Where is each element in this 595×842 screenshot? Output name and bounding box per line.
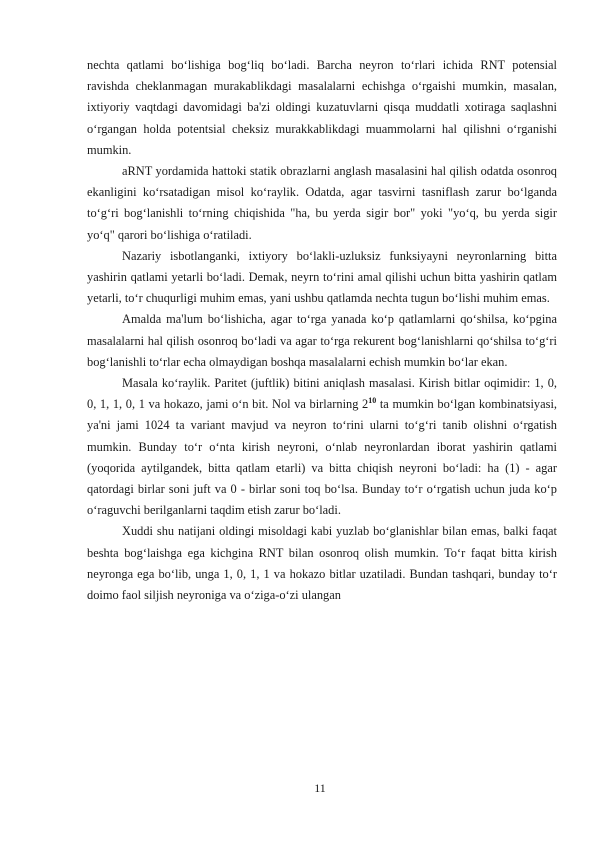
page-number: 11 (314, 781, 326, 795)
document-body (87, 55, 557, 606)
paragraph-2: aRNT yordamida hattoki statik obrazlarni anglash masalasini hal qilish odatda osonroq ekanligini ko‘rsatadigan misol ko‘raylik. Odatda, agar tasvirni tasniflash zarur bo‘lganda to‘g‘ri bog‘lanishli to‘rning chiqishida "ha, bu yerda sigir bor" yoki "yo‘q, bu yerda sigir yo‘q" qarori bo‘lishiga o‘ratiladi. (87, 164, 557, 242)
paragraph-5-text-before: Masala ko‘raylik. Paritet (juftlik) bitini aniqlash masalasi. Kirish bitlar oqimidir: 1, 0, 0, 1, 1, 0, 1 va hokazo, jami o‘n bit. Nol va birlarning 2 (87, 376, 557, 412)
paragraph-5 (87, 373, 557, 521)
paragraph-1: nechta qatlami bo‘lishiga bog‘liq bo‘ladi. Barcha neyron to‘rlari ichida RNT potensial ravishda cheklanmagan murakablikdagi masalalarni echishga o‘rgaishi mumkin, masalan, ixtiyoriy vaqtdagi davomidagi ba'zi oldingi kuzatuvlarni qisqa muddatli xotiraga saqlashni o‘rgangan holda potentsial cheksiz murakkablikdagi muammolarni hal qilishni o‘rganishi mumkin. (87, 58, 557, 157)
paragraph-3: Nazariy isbotlanganki, ixtiyory bo‘lakli-uzluksiz funksiyayni neyronlarning bitta yashirin qatlami yetarli bo‘ladi. Demak, neyrn to‘rini amal qilishi uchun bitta yashirin qatlam yetarli, to‘r chuqurligi muhim emas, yani ushbu qatlamda nechta tugun bo‘lishi muhim emas. (87, 248, 557, 306)
paragraph-5-text-after: ta mumkin bo‘lgan kombinatsiyasi, ya'ni jami 1024 ta variant mavjud va neyron to‘rini ularni to‘g‘ri tanib olishni o‘rgatish mumkin. Bunday to‘r o‘nta kirish neyroni, o‘nlab neyronlardan iborat yashirin qatlami (yoqorida aytilgandek, bitta qatlam etarli) va bitta chiqish neyroni bo‘ladi: ha (1) - agar qatordagi birlar soni juft va 0 - birlar soni toq bo‘lsa. Bunday to‘r o‘rgatish uchun juda ko‘p o‘raguvchi berilganlarni taqdim etish zarur bo‘ladi. (87, 397, 557, 518)
paragraph-6: Xuddi shu natijani oldingi misoldagi kabi yuzlab bo‘glanishlar bilan emas, balki faqat beshta bog‘laishga ega kichgina RNT bilan osonroq olish mumkin. To‘r faqat bitta kirish neyronga ega bo‘lib, unga 1, 0, 1, 1 va hokazo bitlar uzatiladi. Bundan tashqari, bunday to‘r doimo faol siljish neyroniga va o‘ziga-o‘zi ulangan (87, 524, 557, 603)
paragraph-4: Amalda ma'lum bo‘lishicha, agar to‘rga yanada ko‘p qatlamlarni qo‘shilsa, ko‘pgina masalalarni hal qilish osonroq bo‘ladi va agar to‘rga rekurent bog‘lanishlarni qo‘shilsa to‘g‘ri bog‘lanishli to‘rlar echa olmaydigan boshqa masalalarni echish mumkin bo‘lar ekan. (87, 312, 557, 369)
exponent-superscript: 10 (368, 396, 377, 406)
